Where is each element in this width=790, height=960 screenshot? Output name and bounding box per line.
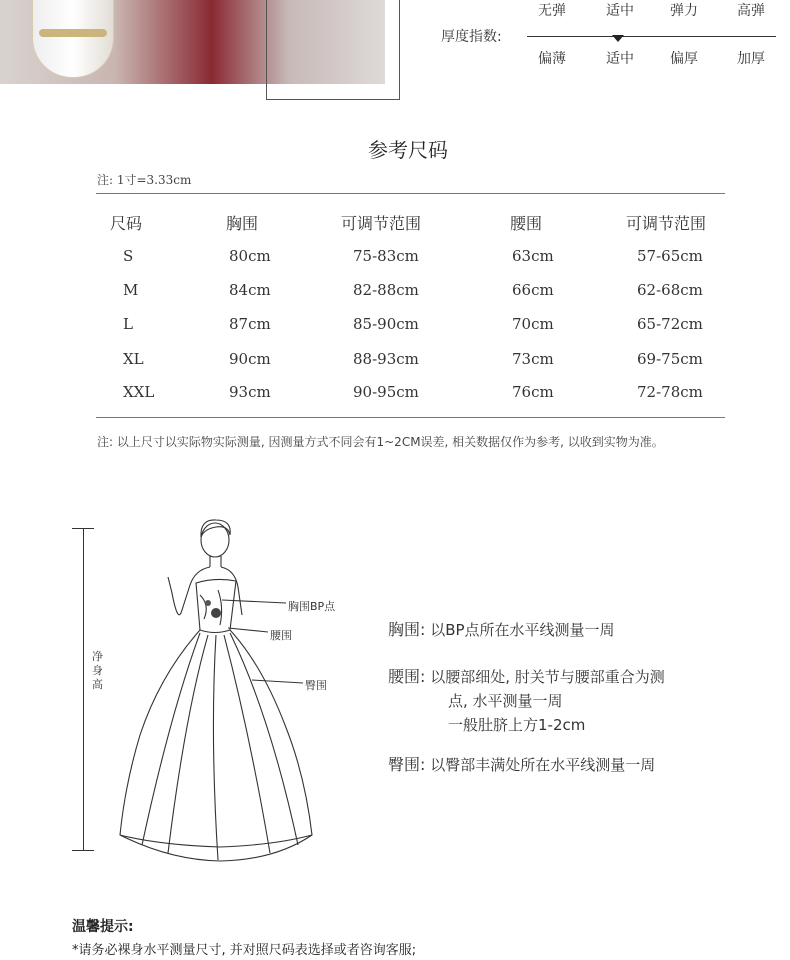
row-m-waist: 66cm bbox=[512, 281, 554, 299]
figure-waist-label: 腰围 bbox=[270, 629, 292, 642]
unit-note: 注: 1寸=3.33cm bbox=[97, 173, 192, 187]
waist-line2: 点, 水平测量一周 bbox=[448, 692, 563, 710]
row-xxl-size: XXL bbox=[123, 383, 155, 401]
row-m-size: M bbox=[123, 281, 139, 299]
height-label: 净身高 bbox=[92, 650, 103, 691]
row-s-bust-range: 75-83cm bbox=[353, 247, 419, 265]
photo-frame bbox=[266, 0, 400, 100]
row-l-bust: 87cm bbox=[229, 315, 271, 333]
thickness-medium: 适中 bbox=[606, 51, 634, 67]
row-l-size: L bbox=[123, 315, 133, 333]
bust-text: 以BP点所在水平线测量一周 bbox=[430, 621, 615, 639]
header-bust-range: 可调节范围 bbox=[341, 214, 422, 233]
row-l-bust-range: 85-90cm bbox=[353, 315, 419, 333]
table-bottom-rule bbox=[96, 417, 725, 418]
thickness-extra-thick: 加厚 bbox=[737, 51, 765, 67]
row-xxl-waist: 76cm bbox=[512, 383, 554, 401]
dress-figure-illustration bbox=[100, 515, 340, 865]
header-size: 尺码 bbox=[110, 214, 143, 233]
row-s-size: S bbox=[123, 247, 134, 265]
row-xl-size: XL bbox=[123, 350, 144, 368]
size-chart-title: 参考尺码 bbox=[368, 138, 448, 162]
row-l-waist-range: 65-72cm bbox=[637, 315, 703, 333]
row-xxl-bust-range: 90-95cm bbox=[353, 383, 419, 401]
thickness-thin: 偏薄 bbox=[538, 51, 566, 67]
waist-key: 腰围: bbox=[388, 667, 426, 686]
tips-title: 温馨提示: bbox=[72, 919, 134, 935]
size-footnote: 注: 以上尺寸以实际物实际测量, 因测量方式不同会有1~2CM误差, 相关数据仅作为参考, 以收到实物为准。 bbox=[97, 435, 664, 449]
header-bust: 胸围 bbox=[226, 214, 259, 233]
row-xxl-bust: 93cm bbox=[229, 383, 271, 401]
row-m-bust-range: 82-88cm bbox=[353, 281, 419, 299]
hip-explanation bbox=[388, 753, 655, 777]
row-l-waist: 70cm bbox=[512, 315, 554, 333]
waist-line1: 以腰部细处, 肘关节与腰部重合为测 bbox=[430, 668, 665, 686]
hip-key: 臀围: bbox=[388, 755, 426, 774]
elasticity-none: 无弹 bbox=[538, 3, 566, 19]
row-xl-waist-range: 69-75cm bbox=[637, 350, 703, 368]
waist-explanation bbox=[388, 665, 665, 689]
height-bottom-tick bbox=[72, 850, 94, 851]
figure-bust-label: 胸围BP点 bbox=[288, 600, 336, 613]
row-xxl-waist-range: 72-78cm bbox=[637, 383, 703, 401]
bust-explanation bbox=[388, 618, 615, 642]
table-top-rule bbox=[96, 193, 725, 194]
row-xl-bust: 90cm bbox=[229, 350, 271, 368]
header-waist-range: 可调节范围 bbox=[626, 214, 707, 233]
header-waist: 腰围 bbox=[510, 214, 543, 233]
row-m-waist-range: 62-68cm bbox=[637, 281, 703, 299]
figure-hip-label: 臀围 bbox=[305, 679, 327, 692]
thickness-selected-marker bbox=[612, 35, 624, 42]
thickness-thick: 偏厚 bbox=[670, 51, 698, 67]
waist-line3: 一般肚脐上方1-2cm bbox=[448, 716, 586, 734]
bust-key: 胸围: bbox=[388, 620, 426, 639]
tips-line1: *请务必裸身水平测量尺寸, 并对照尺码表选择或者咨询客服; bbox=[72, 943, 417, 958]
elasticity-high: 高弹 bbox=[737, 3, 765, 19]
height-line bbox=[83, 528, 84, 850]
row-s-bust: 80cm bbox=[229, 247, 271, 265]
elasticity-elastic: 弹力 bbox=[670, 3, 698, 19]
row-xl-waist: 73cm bbox=[512, 350, 554, 368]
elasticity-medium: 适中 bbox=[606, 3, 634, 19]
row-xl-bust-range: 88-93cm bbox=[353, 350, 419, 368]
thickness-scale-line bbox=[527, 36, 776, 37]
thickness-label: 厚度指数: bbox=[441, 29, 502, 45]
product-jar-image bbox=[32, 0, 114, 78]
row-s-waist: 63cm bbox=[512, 247, 554, 265]
hip-text: 以臀部丰满处所在水平线测量一周 bbox=[430, 756, 656, 774]
row-m-bust: 84cm bbox=[229, 281, 271, 299]
row-s-waist-range: 57-65cm bbox=[637, 247, 703, 265]
